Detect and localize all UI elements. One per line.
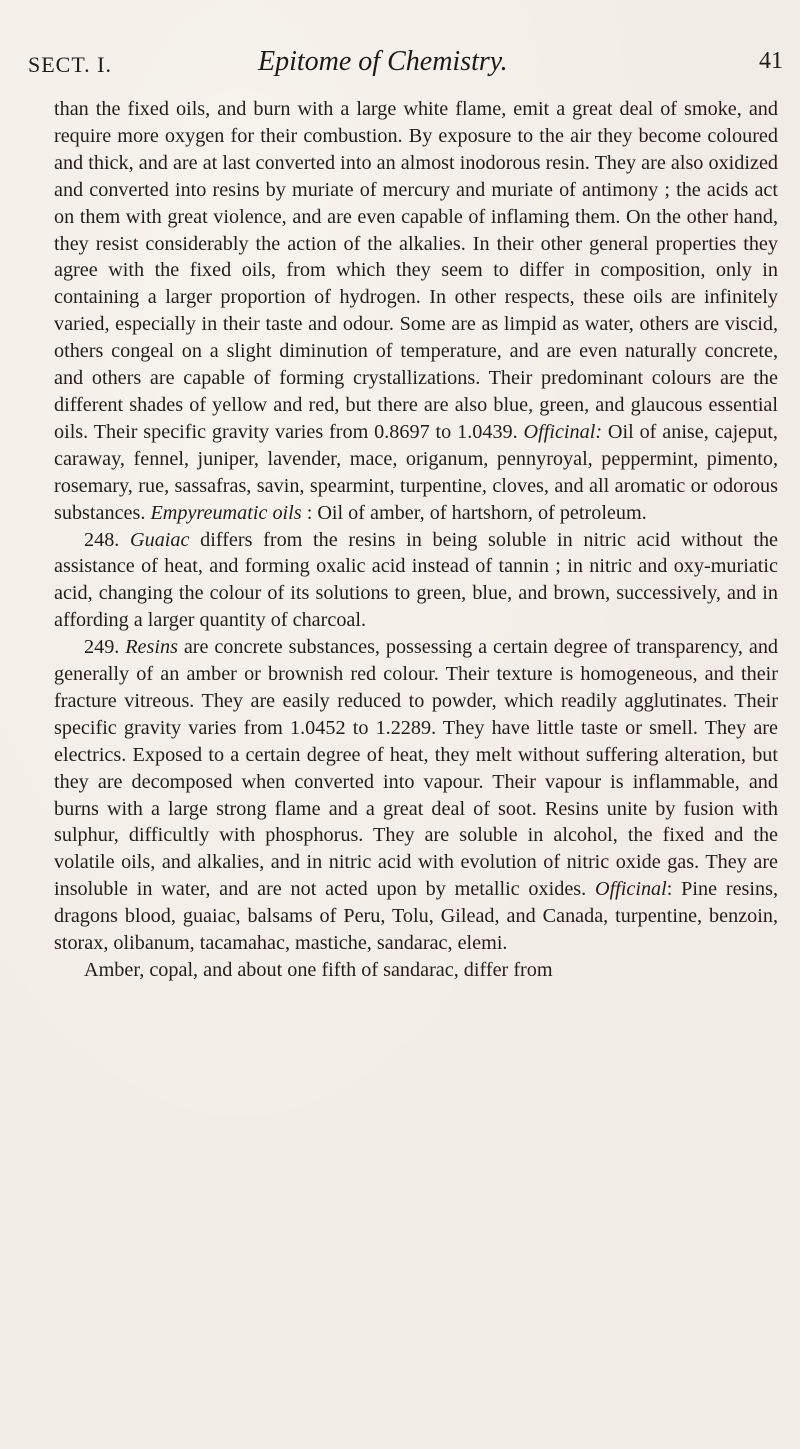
body-text xyxy=(54,96,778,984)
running-header xyxy=(28,46,783,86)
paragraph-text: differs from the resins in being soluble in nitric acid without the assistance of heat, and forming oxalic acid instead of tannin ; in nitric and oxy-muriatic acid, changing the colour of its solutions to green, blue, and brown, successively, and in affording a larger quantity of charcoal. xyxy=(54,528,779,632)
paragraph-text: are concrete substances, possessing a certain degree of transparency, and generally of an amber or brownish red colour. Their texture is homogeneous, and their fracture vitreous. They are easily reduced to powder, which readily agglutinates. Their specific gravity varies from 1.0452 to 1.2289. They have little taste or smell. They are electrics. Exposed to a certain degree of heat, they melt without suffering alteration, but they are decomposed when converted into vapour. Their vapour is inflammable, and burns with a large strong flame and a great deal of soot. Resins unite by fusion with sulphur, difficultly with phosphorus. They are soluble in alcohol, the fixed and the volatile oils, and alkalies, and in nitric acid with evolution of nitric oxide gas. They are insoluble in water, and are not acted upon by metallic oxides. xyxy=(54,636,779,901)
paragraph-text: than the fixed oils, and burn with a large white flame, emit a great deal of smoke, and require more oxygen for their combustion. By exposure to the air they become coloured and thick, and are at last converted into an almost inodorous resin. They are also oxidized and converted into resins by muriate of mercury and muriate of antimony ; the acids act on them with great violence, and are even capable of inflaming them. On the other hand, they resist considerably the action of the alkalies. In their other general properties they agree with the fixed oils, from which they seem to differ in composition, only in containing a larger proportion of hydrogen. In other respects, these oils are infinitely varied, especially in their taste and odour. Some are as limpid as water, others are viscid, others congeal on a slight diminution of temperature, and are even naturally concrete, and others are capable of forming crystallizations. Their predominant colours are the different shades of yellow and red, but there are also blue, green, and glaucous essential oils. Their specific gravity varies from 0.8697 to 1.0439. xyxy=(54,98,778,443)
paragraph-resins xyxy=(54,634,778,957)
paragraph-amber xyxy=(54,957,778,984)
officinal-label: Officinal xyxy=(594,878,667,901)
paragraph-text: Amber, copal, and about one fifth of sandarac, differ from xyxy=(84,959,553,981)
section-label: SECT. I. xyxy=(28,52,112,77)
page-number: 41 xyxy=(759,48,783,74)
paragraph-guaiac xyxy=(54,527,778,635)
term-guaiac: Guaiac xyxy=(130,528,190,551)
empyreumatic-label: Empyreumatic oils xyxy=(150,501,302,524)
paragraph-text: : Pine resins, dragons blood, guaiac, balsams of Peru, Tolu, Gilead, and Canada, turpentine, benzoin, storax, olibanum, tacamahac, mastiche, sandarac, elemi. xyxy=(54,878,778,955)
paragraph-number: 249. xyxy=(84,636,120,659)
paragraph-text: : Oil of amber, of hartshorn, of petroleum. xyxy=(301,501,647,524)
paragraph-number: 248. xyxy=(84,528,120,551)
officinal-label: Officinal: xyxy=(523,420,603,443)
running-title: Epitome of Chemistry. xyxy=(258,46,508,77)
paragraph-text: Oil of anise, cajeput, caraway, fennel, juniper, lavender, mace, origanum, pennyroyal, peppermint, pimento, rosemary, rue, sassafras, savin, spearmint, turpentine, cloves, and all aromatic or odorous substances. xyxy=(54,420,778,524)
term-resins: Resins xyxy=(125,636,178,659)
paragraph-essential-oils xyxy=(54,96,778,527)
